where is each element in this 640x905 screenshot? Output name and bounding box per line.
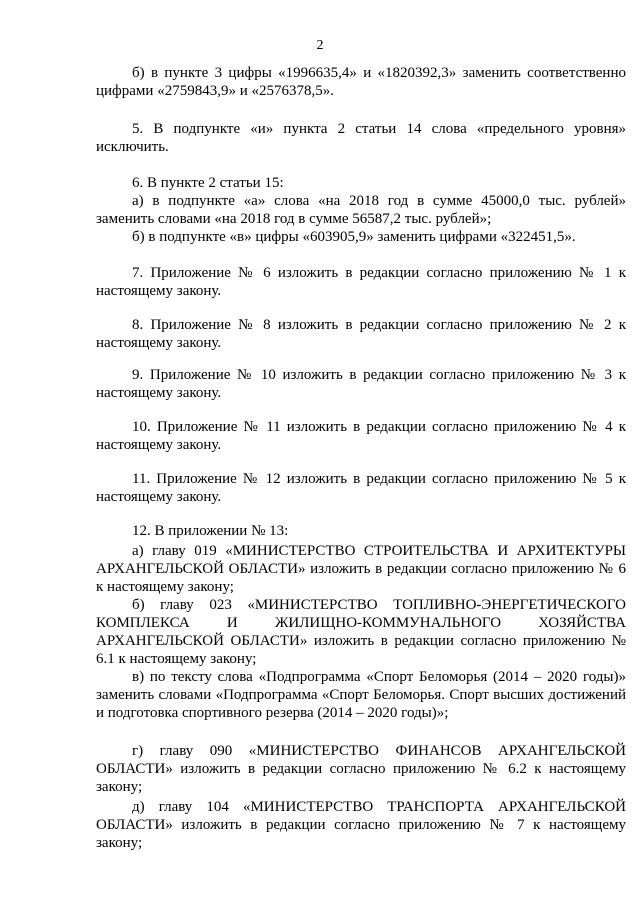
paragraph-7: 7. Приложение № 6 изложить в редакции согласно приложению № 1 к настоящему закону. — [96, 265, 626, 299]
paragraph-4b: б) в пункте 3 цифры «1996635,4» и «1820392,3» заменить соответственно цифрами «2759843,9» и «2576378,5». — [96, 65, 626, 99]
paragraph-12a: а) главу 019 «МИНИСТЕРСТВО СТРОИТЕЛЬСТВА И АРХИТЕКТУРЫ АРХАНГЕЛЬСКОЙ ОБЛАСТИ» изложить в редакции согласно приложению № 6 к настоящему закону; — [96, 543, 626, 595]
paragraph-6a: а) в подпункте «а» слова «на 2018 год в сумме 45000,0 тыс. рублей» заменить словами «на 2018 год в сумме 56587,2 тыс. рублей»; — [96, 193, 626, 227]
paragraph-9: 9. Приложение № 10 изложить в редакции согласно приложению № 3 к настоящему закону. — [96, 367, 626, 401]
paragraph-8: 8. Приложение № 8 изложить в редакции согласно приложению № 2 к настоящему закону. — [96, 317, 626, 351]
paragraph-6: 6. В пункте 2 статьи 15: — [132, 175, 284, 191]
paragraph-12b: б) главу 023 «МИНИСТЕРСТВО ТОПЛИВНО-ЭНЕРГЕТИЧЕСКОГО КОМПЛЕКСА И ЖИЛИЩНО-КОММУНАЛЬНОГО ХОЗЯЙСТВА АРХАНГЕЛЬСКОЙ ОБЛАСТИ» изложить в редакции согласно приложению № 6.1 к настоящему закону; — [96, 597, 626, 667]
paragraph-12v: в) по тексту слова «Подпрограмма «Спорт Беломорья (2014 – 2020 годы)» заменить словами «Подпрограмма «Спорт Беломорья. Спорт высших достижений и подготовка спортивного резерва (2014 – 2020 годы)»; — [96, 669, 626, 721]
paragraph-11: 11. Приложение № 12 изложить в редакции согласно приложению № 5 к настоящему закону. — [96, 471, 626, 505]
paragraph-6b: б) в подпункте «в» цифры «603905,9» заменить цифрами «322451,5». — [132, 229, 576, 245]
page-number: 2 — [316, 38, 324, 53]
paragraph-12g: г) главу 090 «МИНИСТЕРСТВО ФИНАНСОВ АРХАНГЕЛЬСКОЙ ОБЛАСТИ» изложить в редакции согласно приложению № 6.2 к настоящему закону; — [96, 743, 626, 795]
paragraph-5: 5. В подпункте «и» пункта 2 статьи 14 слова «предельного уровня» исключить. — [96, 121, 626, 155]
paragraph-12d: д) главу 104 «МИНИСТЕРСТВО ТРАНСПОРТА АРХАНГЕЛЬСКОЙ ОБЛАСТИ» изложить в редакции согласно приложению № 7 к настоящему закону; — [96, 799, 626, 851]
paragraph-10: 10. Приложение № 11 изложить в редакции согласно приложению № 4 к настоящему закону. — [96, 419, 626, 453]
paragraph-12: 12. В приложении № 13: — [132, 523, 289, 539]
